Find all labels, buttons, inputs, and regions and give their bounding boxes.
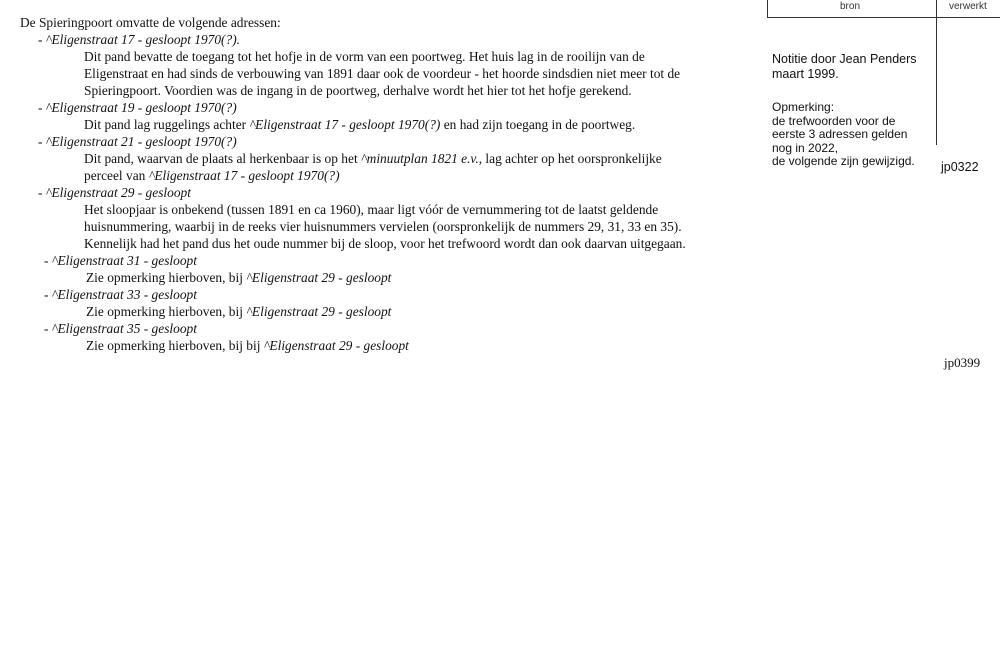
entry-heading: - ^Eligenstraat 31 - gesloopt	[44, 253, 197, 268]
keyword-reference: ^Eligenstraat 17 - gesloopt 1970(?)	[148, 168, 340, 183]
entry-body	[44, 337, 772, 354]
keyword-reference: ^Eligenstraat 17 - gesloopt 1970(?)	[249, 117, 441, 132]
entry-body	[38, 150, 772, 184]
address-entry	[20, 133, 772, 184]
body-text: Dit pand, waarvan de plaats al herkenbaar is op het	[84, 151, 362, 166]
column-divider-middle	[936, 0, 937, 145]
body-line	[84, 116, 772, 133]
entry-heading: - ^Eligenstraat 19 - gesloopt 1970(?)	[38, 100, 237, 115]
body-line	[86, 303, 772, 320]
document-body	[20, 14, 772, 354]
address-entry	[20, 184, 772, 252]
body-text: perceel van	[84, 168, 149, 183]
keyword-reference: ^Eligenstraat 29 - gesloopt	[263, 338, 409, 353]
remark-label: Opmerking:	[772, 100, 835, 114]
keyword-reference: ^minuutplan 1821 e.v.	[361, 151, 479, 166]
address-entry	[20, 320, 772, 354]
body-text: Zie opmerking hierboven, bij bij	[86, 338, 264, 353]
entry-heading: - ^Eligenstraat 33 - gesloopt	[44, 287, 197, 302]
processed-code-second: jp0399	[944, 355, 981, 370]
body-line	[86, 269, 772, 286]
remark-line: nog in 2022,	[772, 140, 839, 155]
address-entry	[20, 31, 772, 99]
entry-heading: - ^Eligenstraat 17 - gesloopt 1970(?).	[38, 32, 241, 47]
remark-line: de volgende zijn gewijzigd.	[772, 154, 915, 168]
intro-line: De Spieringpoort omvatte de volgende adressen:	[20, 15, 281, 30]
entry-body	[38, 201, 772, 252]
note-date: maart 1999.	[772, 67, 839, 81]
column-header-rule	[767, 17, 1000, 18]
body-text: Zie opmerking hierboven, bij	[86, 270, 247, 285]
entry-body	[38, 48, 772, 99]
entry-body	[44, 269, 772, 286]
remark-line: de trefwoorden voor de	[772, 113, 896, 128]
body-text: , lag achter op het oorspronkelijke	[478, 151, 662, 166]
body-line	[84, 150, 772, 167]
address-entry	[20, 99, 772, 133]
keyword-reference: ^Eligenstraat 29 - gesloopt	[246, 304, 392, 319]
body-line: huisnummering, waarbij in de reeks vier huisnummers vervielen (oorspronkelijk de nummers 29, 31, 33 en 35).	[84, 219, 682, 234]
entry-heading: - ^Eligenstraat 29 - gesloopt	[38, 185, 191, 200]
address-entry	[20, 252, 772, 286]
body-text: en had zijn toegang in de poortweg.	[440, 117, 636, 132]
entry-body	[38, 116, 772, 133]
address-entry	[20, 286, 772, 320]
entry-body	[44, 303, 772, 320]
source-note	[772, 52, 917, 82]
body-line	[86, 337, 772, 354]
column-header-bron: bron	[840, 1, 861, 12]
body-line: Eligenstraat en had sinds de verbouwing van 1891 daar ook de voordeur - het hoorde sindsdien niet meer tot de	[84, 66, 681, 81]
entry-heading: - ^Eligenstraat 35 - gesloopt	[44, 321, 197, 336]
body-line: Spieringpoort. Voordien was de ingang in de poortweg, derhalve wordt het hier tot het hofje gerekend.	[84, 83, 632, 98]
body-text: Zie opmerking hierboven, bij	[86, 304, 247, 319]
body-line	[84, 167, 772, 184]
keyword-reference: ^Eligenstraat 29 - gesloopt	[246, 270, 392, 285]
body-line: Kennelijk had het pand dus het oude nummer bij de sloop, voor het trefwoord wordt dan ook daarvan uitgegaan.	[84, 236, 686, 251]
body-line: Dit pand bevatte de toegang tot het hofje in de vorm van een poortweg. Het huis lag in de rooilijn van de	[84, 49, 645, 64]
body-line: Het sloopjaar is onbekend (tussen 1891 en ca 1960), maar ligt vóór de vernummering tot de laatst geldende	[84, 202, 659, 217]
column-header-verwerkt: verwerkt	[949, 1, 987, 12]
note-author: Notitie door Jean Penders	[772, 52, 917, 66]
entry-heading: - ^Eligenstraat 21 - gesloopt 1970(?)	[38, 134, 237, 149]
body-text: Dit pand lag ruggelings achter	[84, 117, 250, 132]
remark-line: eerste 3 adressen gelden	[772, 127, 908, 141]
remark-note	[772, 101, 915, 169]
processed-code-first: jp0322	[941, 160, 979, 174]
